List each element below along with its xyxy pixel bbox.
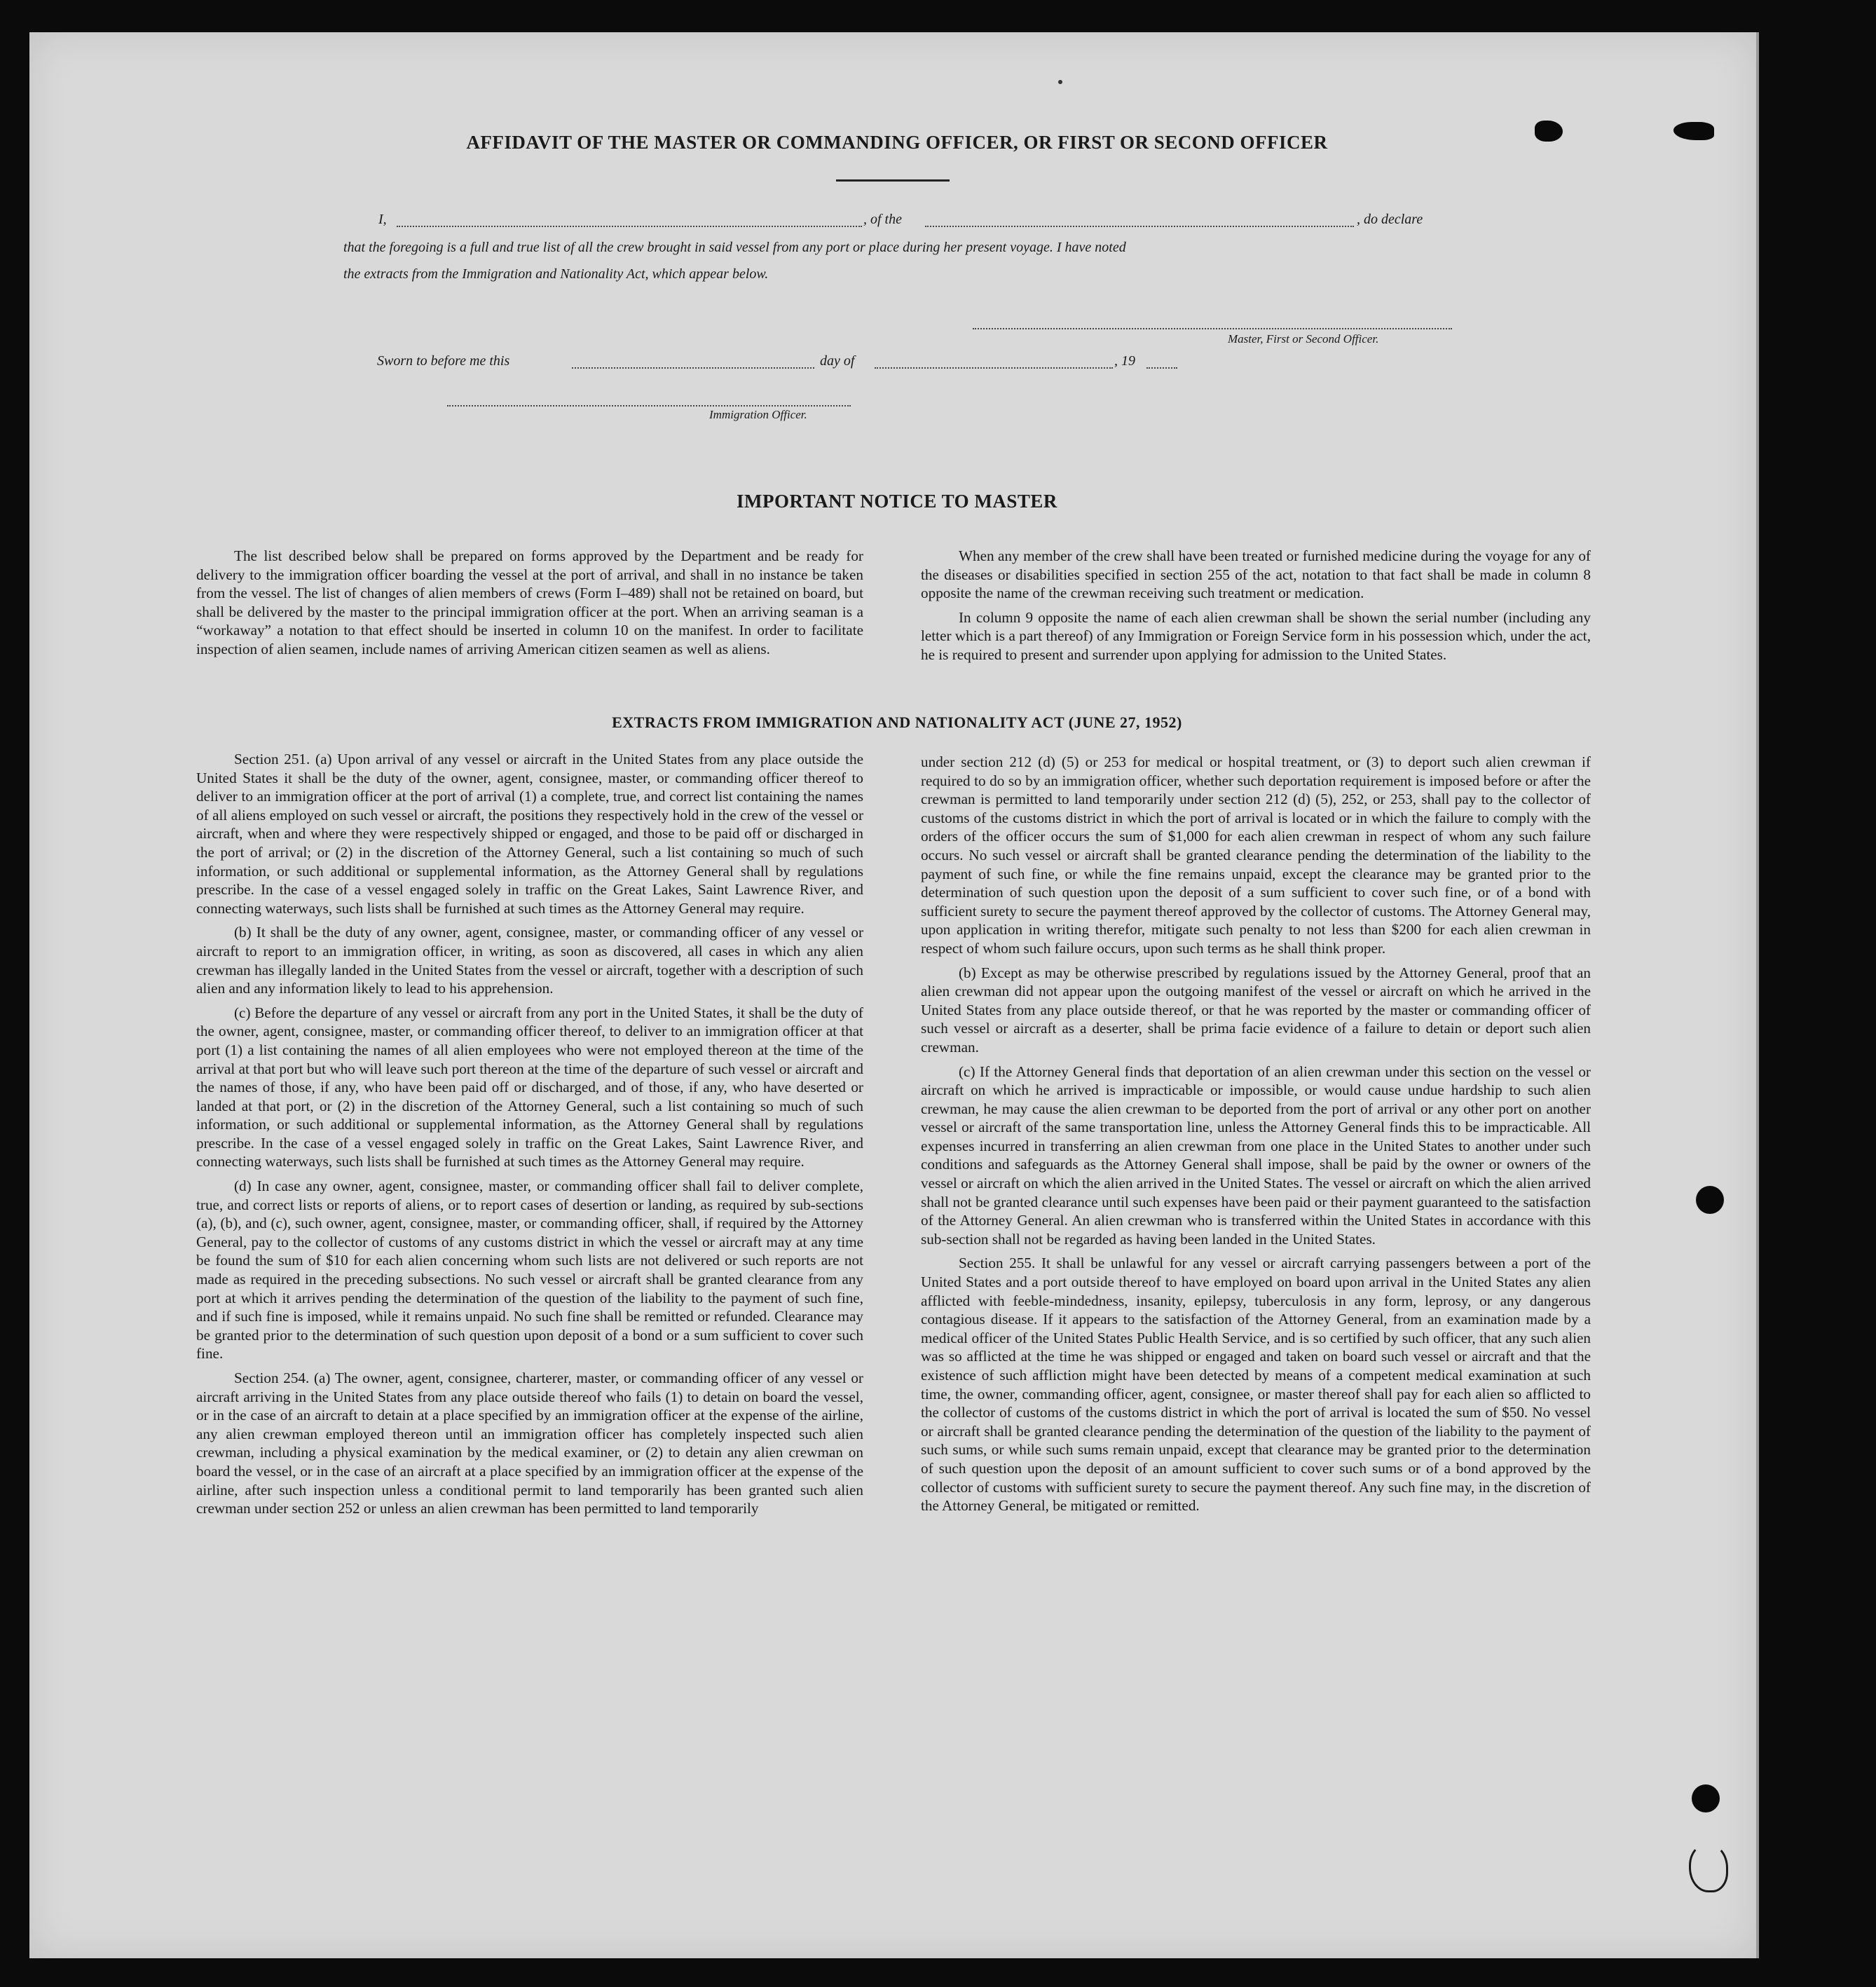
notice-paragraph: In column 9 opposite the name of each alien crewman shall be shown the serial number (including any letter which is a part thereof) of any Immigration or Foreign Service form in his possession which, under the act, he is required to present and surrender upon applying for admission to the United States. — [921, 608, 1591, 663]
immigration-officer-label: Immigration Officer. — [709, 408, 807, 421]
affidavit-title: AFFIDAVIT OF THE MASTER OR COMMANDING OFFICER, OR FIRST OR SECOND OFFICER — [466, 132, 1328, 153]
section-251-b: (b) It shall be the duty of any owner, agent, consignee, master, or commanding officer of any vessel or aircraft to report to an immigration officer, in writing, as soon as discovered, all cases in which any alien crewman has illegally landed in the United States from the vessel or aircraft, together with a description of such alien and any information likely to lead to his apprehension. — [196, 924, 863, 997]
notice-right-column — [921, 547, 1591, 670]
section-251-a: Section 251. (a) Upon arrival of any vessel or aircraft in the United States from any place outside the United States it shall be the duty of the owner, agent, consignee, master, or commanding officer thereof to deliver to an immigration officer at the port of arrival (1) a complete, true, and correct list containing the names of all aliens employed on such vessel or aircraft, the positions they respectively hold in the crew of the vessel or aircraft, when and where they were respectively shipped or engaged, and those to be paid off or discharged in the port of arrival; or (2) in the discretion of the Attorney General, such a list containing so much of such information, or such additional or supplemental information, as the Attorney General shall by regulations prescribe. In the case of a vessel engaged solely in traffic on the Great Lakes, Saint Lawrence River, and connecting waterways, such lists shall be furnished at such times as the Attorney General may require. — [196, 751, 863, 917]
notice-left-column — [196, 547, 863, 664]
extracts-title: EXTRACTS FROM IMMIGRATION AND NATIONALITY ACT (JUNE 27, 1952) — [612, 713, 1182, 731]
notice-paragraph: The list described below shall be prepared on forms approved by the Department and be ready for delivery to the immigration officer boarding the vessel at the port of arrival, and shall in no instance be taken from the vessel. The list of changes of alien members of crews (Form I–489) shall not be retained on board, but shall be delivered by the master to the principal immigration officer at the port. When an arriving seaman is a “workaway” a notation to that effect should be inserted in column 10 on the manifest. In order to facilitate inspection of alien seamen, include names of arriving American citizen seamen as well as aliens. — [196, 547, 863, 657]
officer-signature-field[interactable] — [973, 328, 1452, 329]
handwritten-mark — [1689, 1843, 1728, 1892]
section-251-c: (c) Before the departure of any vessel or aircraft from any port in the United States, it shall be the duty of the owner, agent, consignee, master, or commanding officer thereof, to deliver to an immigration officer at that port (1) a list containing the names of all alien employees who were not employed thereon at the time of the arrival at that port but who will leave such port thereon at the time of the departure of such vessel or aircraft and the names of those, if any, who have been paid off or discharged, and of those, if any, who have deserted or landed at that port, or (2) in the discretion of the Attorney General, such a list containing so much of such information, or such additional or supplemental information, as the Attorney General shall by regulations prescribe. In the case of a vessel engaged solely in traffic on the Great Lakes, Saint Lawrence River, and connecting waterways, such lists shall be furnished at such times as the Attorney General may require. — [196, 1004, 863, 1170]
year-label: , 19 — [1114, 353, 1135, 369]
vessel-name-field[interactable] — [925, 226, 1354, 227]
sworn-month-field[interactable] — [875, 367, 1113, 369]
page-edge — [1756, 32, 1759, 1958]
section-251-d: (d) In case any owner, agent, consignee, master, or commanding officer shall fail to deliver complete, true, and correct lists or reports of aliens, or to report cases of desertion or landing, as required by sub-sections (a), (b), and (c), such owner, agent, consignee, master, or commanding officer, shall, if required by the Attorney General, pay to the collector of customs of any customs district in which the vessel or aircraft may at any time be found the sum of $10 for each alien concerning whom such lists are not delivered or such reports are not made as required in the preceding subsections. No such vessel or aircraft shall be granted clearance from any port at which it arrives pending the determination of the question of the liability to the payment of such fine, and if such fine is imposed, while it remains unpaid. No such fine shall be remitted or refunded. Clearance may be granted prior to the determination of such question upon deposit of a bond or a sum sufficient to cover such fine. — [196, 1177, 863, 1363]
extracts-right-column — [921, 753, 1591, 1521]
sworn-label: Sworn to before me this — [377, 353, 510, 369]
notice-title: IMPORTANT NOTICE TO MASTER — [737, 491, 1057, 512]
punch-hole — [1692, 1784, 1720, 1812]
section-255: Section 255. It shall be unlawful for any vessel or aircraft carrying passengers between a port of the United States and a port outside thereof to have employed on board upon arrival in the United States any alien afflicted with feeble-mindedness, insanity, epilepsy, tuberculosis in any form, leprosy, or any dangerous contagious disease. If it appears to the satisfaction of the Attorney General, from an examination made by a medical officer of the United States Public Health Service, and is so certified by such officer, that any such alien was so afflicted at the time he was shipped or engaged and taken on board such vessel or aircraft and that the existence of such affliction might have been detected by means of a competent medical examination at such time, the owner, commanding officer, agent, consignee, or master thereof shall pay for each alien so afflicted to the collector of customs of the customs district in which the port of arrival is located the sum of $50. No vessel or aircraft shall be granted clearance pending the determination of the question of the liability to the payment of such sums, or while such sums remain unpaid, except that clearance may be granted prior to the determination of such question upon the deposit of an amount sufficient to cover such sums or of a bond approved by the collector of customs with sufficient surety to secure the payment thereof. Any such fine may, in the discretion of the Attorney General, be mitigated or remitted. — [921, 1255, 1591, 1515]
day-of-label: day of — [820, 353, 855, 369]
ink-blot — [1535, 121, 1563, 142]
declaration-statement-2: the extracts from the Immigration and Nationality Act, which appear below. — [343, 266, 769, 282]
declaration-statement: that the foregoing is a full and true list of all the crew brought in said vessel from any port or place during her present voyage. I have noted — [343, 240, 1126, 255]
section-254-c: (c) If the Attorney General finds that deportation of an alien crewman under this section on the vessel or aircraft on which he arrived is impracticable or impossible, or would cause undue hardship to such alien crewman, he may cause the alien crewman to be deported from the port of arrival or any other port on another vessel or aircraft of the same transportation line, unless the Attorney General finds this to be impracticable. All expenses incurred in transferring an alien crewman from one place in the United States to another under such conditions and safeguards as the Attorney General shall impose, shall be paid by the owner or owners of the vessel or aircraft on which the alien arrived in the United States. The vessel or aircraft on which the alien arrived shall not be granted clearance until such expenses have been paid or their payment guaranteed to the satisfaction of the Attorney General. An alien crewman who is transferred within the United States in accordance with this sub-section shall not be regarded as having been landed in the United States. — [921, 1063, 1591, 1248]
punch-hole — [1696, 1186, 1724, 1214]
section-254-a-continued: under section 212 (d) (5) or 253 for medical or hospital treatment, or (3) to deport such alien crewman if required to do so by an immigration officer, whether such deportation requirement is imposed before or after the crewman is permitted to land temporarily under section 212 (d) (5), 252, or 253, shall pay to the collector of customs of the customs district in which the port of arrival is located or in which the failure to comply with the orders of the officer occurs the sum of $1,000 for each alien crewman in respect of whom any such failure occurs. No such vessel or aircraft shall be granted clearance pending the determination of the liability to the payment of such fine, or while the fine remains unpaid, except the clearance may be granted prior to the determination of such question upon the deposit of a sum sufficient to cover such fine, or of a bond with sufficient surety to secure the payment thereof approved by the collector of customs. The Attorney General may, upon application in writing therefor, mitigate such penalty to not less than $200 for each alien crewman in respect of whom such failure occurs, upon such terms as he shall think proper. — [921, 753, 1591, 957]
do-declare-label: , do declare — [1357, 212, 1423, 227]
section-254-a: Section 254. (a) The owner, agent, consignee, charterer, master, or commanding officer of any vessel or aircraft arriving in the United States from any place outside thereof who fails (1) to detain on board the vessel, or in the case of an aircraft to detain at a place specified by an immigration officer at the expense of the airline, any alien crewman employed thereon until an immigration officer has completely inspected such alien crewman, including a physical examination by the medical examiner, or (2) to detain any alien crewman on board the vessel, or in the case of an aircraft at a place specified by an immigration officer at the expense of the airline, after such inspection unless a conditional permit to land temporarily has been granted such alien crewman under section 252 or unless an alien crewman has been permitted to land temporarily — [196, 1370, 863, 1517]
speck — [1058, 80, 1062, 84]
notice-paragraph: When any member of the crew shall have been treated or furnished medicine during the voyage for any of the diseases or disabilities specified in section 255 of the act, notation to that fact shall be made in column 8 opposite the name of the crewman receiving such treatment or medication. — [921, 547, 1591, 602]
of-the-label: , of the — [863, 212, 902, 227]
sworn-day-field[interactable] — [572, 367, 814, 369]
sworn-year-field[interactable] — [1146, 367, 1177, 369]
declarant-name-field[interactable] — [397, 226, 862, 227]
declarant-label: I, — [378, 212, 387, 227]
title-underline — [836, 179, 950, 182]
immigration-officer-signature-field[interactable] — [447, 405, 851, 407]
section-254-b: (b) Except as may be otherwise prescribed by regulations issued by the Attorney General, proof that an alien crewman did not appear upon the outgoing manifest of the vessel or aircraft on which he arrived in the United States from any place outside thereof, or that he was reported by the master or commanding officer of such vessel or aircraft as a deserter, shall be prima facie evidence of a failure to detain or deport such alien crewman. — [921, 964, 1591, 1056]
signature-label: Master, First or Second Officer. — [1228, 332, 1379, 346]
extracts-left-column — [196, 750, 863, 1524]
